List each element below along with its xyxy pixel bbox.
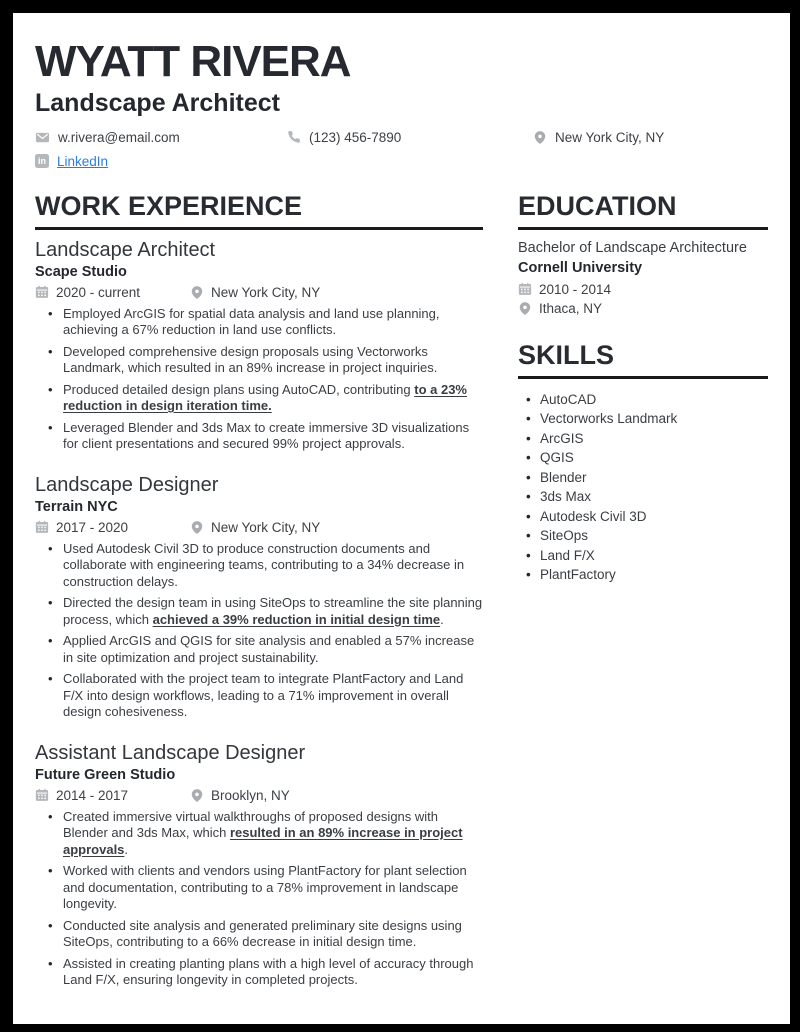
highlighted-achievement: resulted in an 89% increase in project approvals	[63, 825, 463, 857]
job-entry	[35, 474, 483, 721]
skill-item: • PlantFactory	[540, 565, 768, 585]
job-location-item	[190, 285, 320, 300]
location-text: New York City, NY	[555, 129, 665, 145]
skill-item: • SiteOps	[540, 526, 768, 546]
job-meta-row	[35, 788, 483, 803]
job-company: Future Green Studio	[35, 766, 176, 783]
job-meta-row	[35, 285, 483, 300]
education-dates: 2010 - 2014	[539, 281, 612, 297]
education-school: Cornell University	[518, 259, 643, 276]
work-experience-column	[35, 190, 483, 994]
job-bullet-list	[35, 541, 483, 721]
linkedin-link[interactable]: LinkedIn	[57, 153, 109, 169]
email-contact	[35, 130, 287, 145]
linkedin-contact	[35, 154, 108, 169]
calendar-icon	[35, 285, 49, 299]
job-bullet-list	[35, 306, 483, 453]
education-location-row	[518, 301, 768, 316]
job-title: Landscape Architect	[35, 238, 216, 261]
experience-bullet: • Employed ArcGIS for spatial data analysis and land use planning, achieving a 67% reduction in land use conflicts.	[63, 306, 483, 339]
skill-item: • Land F/X	[540, 546, 768, 566]
location-pin-icon	[190, 520, 204, 535]
person-job-title: Landscape Architect	[35, 89, 280, 117]
education-degree: Bachelor of Landscape Architecture	[518, 239, 747, 256]
job-location: Brooklyn, NY	[211, 787, 290, 803]
experience-bullet: • Conducted site analysis and generated preliminary site designs using SiteOps, contributing to a 66% decrease in initial design time.	[63, 918, 483, 951]
experience-bullet: • Developed comprehensive design proposals using Vectorworks Landmark, which resulted in an 89% increase in project inquiries.	[63, 344, 483, 377]
job-location-item	[190, 788, 290, 803]
experience-bullet: • Leveraged Blender and 3ds Max to create immersive 3D visualizations for client presentations and secured 99% project approvals.	[63, 420, 483, 453]
phone-text: (123) 456-7890	[309, 129, 402, 145]
skill-item: • QGIS	[540, 448, 768, 468]
resume-body	[35, 190, 768, 994]
education-dates-row	[518, 282, 768, 297]
job-company: Terrain NYC	[35, 498, 118, 515]
person-name: WYATT RIVERA	[35, 37, 351, 86]
job-location: New York City, NY	[211, 519, 321, 535]
job-location: New York City, NY	[211, 284, 321, 300]
resume-header	[35, 37, 768, 169]
job-dates: 2017 - 2020	[56, 519, 129, 535]
experience-bullet: • Collaborated with the project team to integrate PlantFactory and Land F/X into design workflows, leading to a 71% improvement in overall design cohesiveness.	[63, 671, 483, 721]
email-icon	[35, 130, 50, 145]
linkedin-icon: in	[35, 154, 49, 168]
job-title: Landscape Designer	[35, 473, 219, 496]
education-heading: EDUCATION	[518, 193, 768, 230]
job-entry	[35, 742, 483, 989]
job-dates-item	[35, 285, 190, 300]
skill-item: • Blender	[540, 468, 768, 488]
highlighted-achievement: to a 23% reduction in design iteration time.	[63, 381, 467, 413]
experience-bullet: • Directed the design team in using SiteOps to streamline the site planning process, which achieved a 39% reduction in initial design time.	[63, 595, 483, 628]
contact-row	[35, 130, 768, 145]
highlighted-achievement: achieved a 39% reduction in initial design time	[152, 611, 441, 627]
phone-icon	[287, 130, 301, 144]
phone-contact	[287, 130, 533, 145]
location-pin-icon	[533, 130, 547, 145]
experience-bullet: • Produced detailed design plans using AutoCAD, contributing to a 23% reduction in design iteration time.	[63, 382, 483, 415]
skill-item: • ArcGIS	[540, 429, 768, 449]
job-title: Assistant Landscape Designer	[35, 741, 306, 764]
experience-bullet: • Assisted in creating planting plans with a high level of accuracy through Land F/X, ensuring longevity in completed projects.	[63, 956, 483, 989]
location-contact	[533, 130, 664, 145]
experience-bullet: • Applied ArcGIS and QGIS for site analysis and enabled a 57% increase in site optimization and project sustainability.	[63, 633, 483, 666]
location-pin-icon	[190, 285, 204, 300]
job-bullet-list	[35, 809, 483, 989]
location-pin-icon	[190, 788, 204, 803]
sidebar-column	[518, 190, 768, 994]
skills-section	[518, 339, 768, 585]
job-entry	[35, 239, 483, 453]
calendar-icon	[35, 788, 49, 802]
job-company: Scape Studio	[35, 263, 127, 280]
job-dates: 2014 - 2017	[56, 787, 129, 803]
calendar-icon	[35, 520, 49, 534]
job-list	[35, 239, 483, 989]
work-experience-heading: WORK EXPERIENCE	[35, 193, 483, 230]
skills-heading: SKILLS	[518, 342, 768, 379]
experience-bullet: • Worked with clients and vendors using PlantFactory for plant selection and documentation, contributing to a 78% improvement in landscape longevity.	[63, 863, 483, 913]
job-dates-item	[35, 788, 190, 803]
experience-bullet: • Created immersive virtual walkthroughs of proposed designs with Blender and 3ds Max, which resulted in an 89% increase in project approvals.	[63, 809, 483, 859]
education-section	[518, 190, 768, 316]
skill-item: • Vectorworks Landmark	[540, 409, 768, 429]
job-dates: 2020 - current	[56, 284, 141, 300]
contact-row-linkedin	[35, 154, 768, 169]
email-text: w.rivera@email.com	[58, 129, 180, 145]
skill-item: • AutoCAD	[540, 390, 768, 410]
job-dates-item	[35, 520, 190, 535]
location-pin-icon	[518, 301, 532, 316]
job-meta-row	[35, 520, 483, 535]
education-location: Ithaca, NY	[539, 300, 603, 316]
skill-item: • Autodesk Civil 3D	[540, 507, 768, 527]
skill-item: • 3ds Max	[540, 487, 768, 507]
skills-list	[518, 390, 768, 585]
job-location-item	[190, 520, 320, 535]
resume-page	[13, 13, 790, 1024]
calendar-icon	[518, 282, 532, 296]
experience-bullet: • Used Autodesk Civil 3D to produce construction documents and collaborate with engineering teams, contributing to a 34% decrease in construction delays.	[63, 541, 483, 591]
